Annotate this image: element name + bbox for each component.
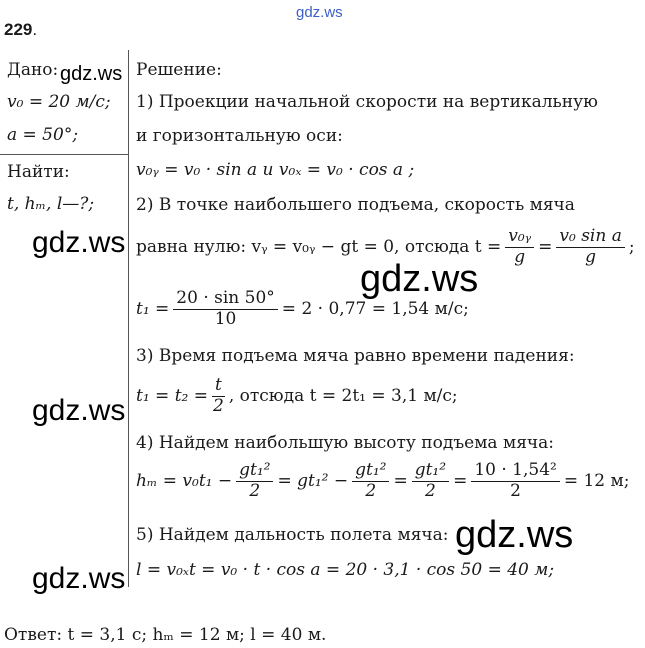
- table-horizontal-divider: [0, 154, 129, 155]
- step1-line1: 1) Проекции начальной скорости на вертикальную: [136, 92, 598, 112]
- find-unknowns: t, hₘ, l—?;: [7, 194, 95, 214]
- step4-formula-row: [136, 462, 629, 501]
- step4-rhs: = 12 м;: [563, 471, 630, 492]
- table-vertical-divider: [128, 50, 129, 587]
- step2-fraction-2: [556, 228, 624, 267]
- step3-formula-row: [136, 377, 458, 416]
- step2-fraction-1-den: g: [514, 246, 526, 267]
- step4-fraction-3-den: 2: [424, 480, 436, 501]
- given-label: Дано:: [7, 60, 59, 80]
- watermark-1: gdz.ws: [60, 63, 123, 85]
- step4-fraction-4: [471, 462, 560, 501]
- step2-text: равна нулю: vᵧ = v₀ᵧ − gt = 0, отсюда t =: [136, 237, 502, 258]
- step4-fraction-2: [352, 462, 389, 501]
- step4-line: 4) Найдем наибольшую высоту подъема мяча:: [136, 433, 555, 453]
- step4-mid: = gt₁² −: [277, 471, 349, 492]
- given-v0: v₀ = 20 м/с;: [7, 92, 111, 112]
- step1-line2: и горизонтальную оси:: [136, 126, 343, 146]
- t1-fraction-num: 20 · sin 50°: [173, 290, 278, 310]
- step4-equals-2: =: [453, 471, 468, 492]
- step4-fraction-1-den: 2: [249, 480, 261, 501]
- problem-number-value: 229: [4, 20, 33, 39]
- watermark-3: gdz.ws: [32, 394, 126, 427]
- solution-header: Решение:: [136, 60, 222, 80]
- step3-rhs: , отсюда t = 2t₁ = 3,1 м/с;: [228, 386, 458, 407]
- t1-lhs: t₁ =: [136, 299, 170, 320]
- watermark-2: gdz.ws: [32, 226, 126, 259]
- step4-fraction-2-num: gt₁²: [352, 462, 389, 482]
- step3-line: 3) Время подъема мяча равно времени падения:: [136, 346, 575, 366]
- watermark-6: gdz.ws: [455, 514, 574, 556]
- problem-number-dot: .: [32, 20, 38, 39]
- step3-fraction: [212, 377, 225, 416]
- step3-lhs: t₁ = t₂ =: [136, 386, 208, 407]
- t1-rhs: = 2 · 0,77 = 1,54 м/с;: [281, 299, 469, 320]
- watermark-5: gdz.ws: [360, 258, 479, 300]
- watermark-4: gdz.ws: [32, 562, 126, 595]
- step3-fraction-den: 2: [213, 395, 224, 416]
- answer: Ответ: t = 3,1 с; hₘ = 12 м; l = 40 м.: [4, 625, 327, 645]
- step4-fraction-2-den: 2: [365, 480, 377, 501]
- step2-fraction-1-num: v₀ᵧ: [505, 228, 534, 248]
- step4-fraction-3: [412, 462, 449, 501]
- step4-equals-1: =: [393, 471, 408, 492]
- step1-formula: v₀ᵧ = v₀ · sin a и v₀ₓ = v₀ · cos a ;: [136, 160, 415, 180]
- given-alpha: a = 50°;: [7, 125, 79, 145]
- step2-fraction-2-den: g: [585, 246, 597, 267]
- t1-fraction-den: 10: [214, 308, 237, 329]
- step2-end: ;: [628, 237, 635, 258]
- watermark-top: gdz.ws: [296, 4, 343, 21]
- step4-lhs: hₘ = v₀t₁ −: [136, 471, 233, 492]
- t1-formula-row: [136, 290, 469, 329]
- step5-formula: l = v₀ₓt = v₀ · t · cos a = 20 · 3,1 · cos 50 = 40 м;: [136, 560, 555, 580]
- problem-number: [4, 20, 37, 40]
- step5-line: 5) Найдем дальность полета мяча:: [136, 525, 449, 545]
- step2-line1: 2) В точке наибольшего подъема, скорость мяча: [136, 195, 575, 215]
- step2-equals: =: [538, 237, 553, 258]
- step4-fraction-3-num: gt₁²: [412, 462, 449, 482]
- t1-fraction: [173, 290, 278, 329]
- step2-fraction-1: [505, 228, 534, 267]
- find-label: Найти:: [7, 162, 70, 182]
- step2-fraction-2-num: v₀ sin a: [556, 228, 624, 248]
- step4-fraction-1: [236, 462, 273, 501]
- step4-fraction-1-num: gt₁²: [236, 462, 273, 482]
- step4-fraction-4-den: 2: [510, 480, 521, 501]
- step3-fraction-num: t: [212, 377, 225, 397]
- step4-fraction-4-num: 10 · 1,54²: [471, 462, 560, 482]
